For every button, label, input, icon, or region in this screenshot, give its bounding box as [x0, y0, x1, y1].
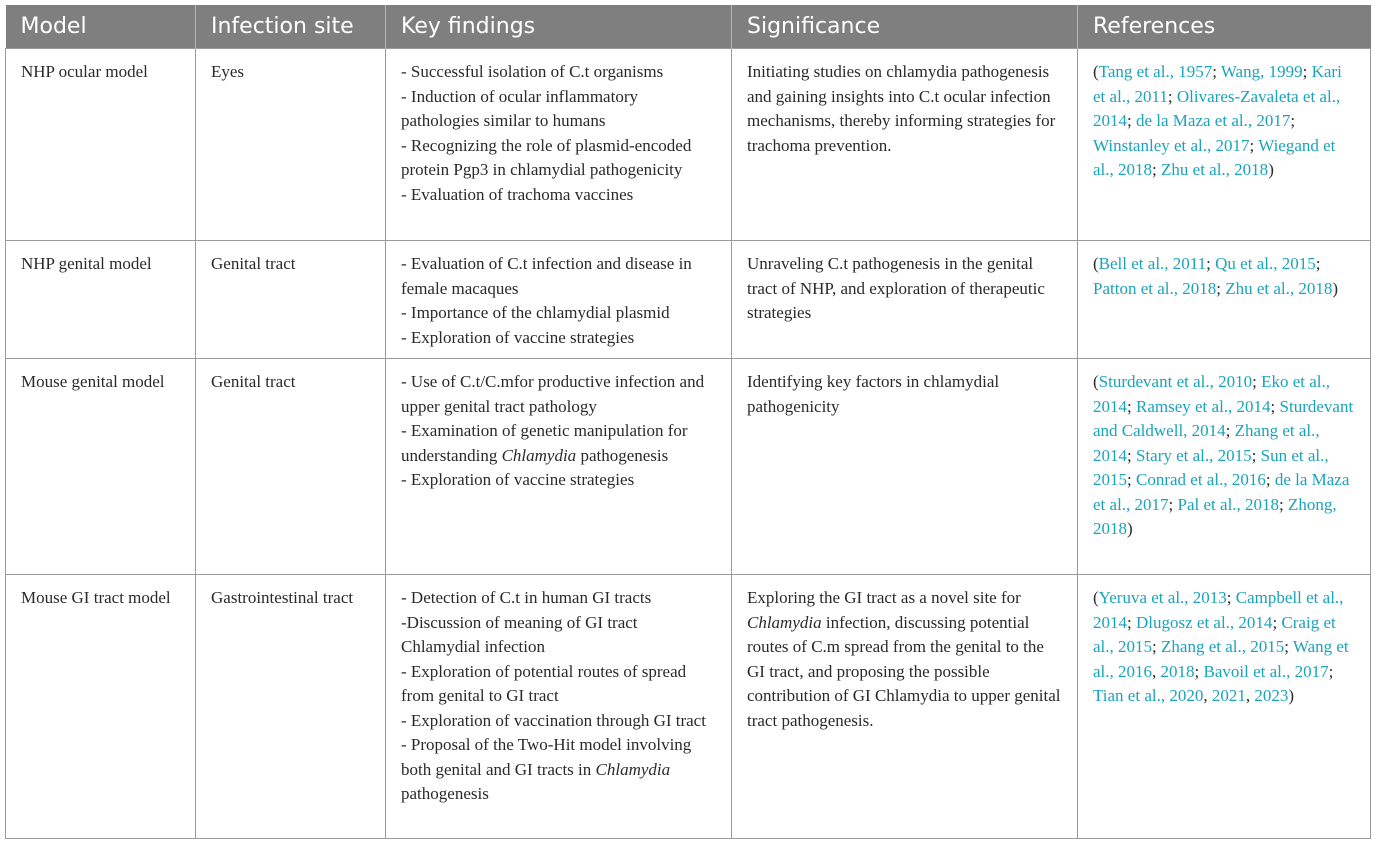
italic-genus: Chlamydia	[747, 612, 822, 632]
paren-open: (	[1093, 372, 1099, 391]
header-references: References	[1078, 5, 1371, 49]
reference-link[interactable]: 2023	[1254, 686, 1289, 705]
cell-key-findings: - Evaluation of C.t infection and disease in female macaques - Importance of the chlamydial plasmid - Exploration of vaccine strategies	[386, 241, 732, 359]
table-row	[6, 575, 1371, 839]
cell-key-findings	[386, 575, 732, 839]
separator: ;	[1279, 494, 1289, 514]
separator: ;	[1315, 254, 1321, 273]
findings-text: pathogenesis	[401, 784, 489, 803]
models-table	[5, 5, 1371, 839]
reference-link[interactable]: Bavoil et al., 2017	[1203, 661, 1329, 681]
paren-close: )	[1332, 278, 1339, 298]
separator: ,	[1245, 686, 1255, 705]
significance-text: Exploring the GI tract as a novel site for	[747, 588, 1021, 607]
cell-references	[1078, 359, 1371, 575]
cell-significance	[732, 575, 1078, 839]
reference-link[interactable]: Zhang et al., 2014	[1093, 421, 1320, 465]
reference-link[interactable]: Tian et al., 2020	[1093, 686, 1204, 705]
cell-model: Mouse genital model	[6, 359, 196, 575]
reference-link[interactable]: Dlugosz et al., 2014	[1135, 612, 1273, 632]
findings-text: - Detection of C.t in human GI tracts -Discussion of meaning of GI tract Chlamydial infection - Exploration of potential routes of spread from genital to GI tract - Exploration of vaccination through GI tract - Proposal of the Two-Hit model involving both genital and GI tracts in	[401, 588, 706, 779]
reference-link[interactable]: Kari et al., 2011	[1093, 62, 1342, 106]
separator: ;	[1212, 62, 1221, 81]
separator: ;	[1127, 111, 1136, 130]
italic-genus: Chlamydia	[501, 445, 577, 465]
paren-open: (	[1093, 254, 1099, 273]
findings-text: - Use of C.t/C.mfor productive infection and upper genital tract pathology - Examination of genetic manipulation for understanding	[401, 372, 705, 465]
separator: ;	[1167, 86, 1177, 106]
cell-significance: Unraveling C.t pathogenesis in the genital tract of NHP, and exploration of therapeutic strategies	[732, 241, 1078, 359]
reference-link[interactable]: 2018	[1160, 661, 1195, 681]
header-row	[6, 5, 1371, 49]
reference-link[interactable]: Bell et al., 2011	[1098, 254, 1207, 273]
separator: ,	[1152, 661, 1161, 681]
reference-link[interactable]: Zhong, 2018	[1093, 494, 1337, 538]
separator: ;	[1127, 470, 1136, 489]
findings-text: pathogenesis - Exploration of vaccine strategies	[401, 445, 669, 489]
reference-link[interactable]: Zhu et al., 2018	[1161, 160, 1269, 179]
reference-link[interactable]: Sturdevant and Caldwell, 2014	[1093, 396, 1354, 440]
reference-link[interactable]: Wang et al., 2016	[1093, 637, 1349, 681]
separator: ;	[1152, 637, 1162, 656]
paren-close: )	[1288, 686, 1295, 705]
paren-open: (	[1093, 588, 1099, 607]
reference-link[interactable]: Craig et al., 2015	[1093, 612, 1336, 656]
cell-infection-site: Eyes	[196, 49, 386, 241]
separator: ;	[1216, 278, 1226, 298]
reference-link[interactable]: Wiegand et al., 2018	[1093, 135, 1336, 179]
separator: ;	[1284, 637, 1293, 656]
separator: ,	[1203, 686, 1212, 705]
reference-link[interactable]: Eko et al., 2014	[1093, 372, 1331, 416]
header-key-findings: Key findings	[386, 5, 732, 49]
separator: ;	[1328, 661, 1334, 681]
cell-infection-site: Genital tract	[196, 241, 386, 359]
reference-link[interactable]: Winstanley et al., 2017	[1093, 135, 1250, 155]
cell-references	[1078, 575, 1371, 839]
separator: ;	[1252, 372, 1262, 391]
cell-infection-site: Genital tract	[196, 359, 386, 575]
reference-link[interactable]: Qu et al., 2015	[1215, 254, 1316, 273]
reference-link[interactable]: Pal et al., 2018	[1177, 494, 1280, 514]
paren-close: )	[1268, 160, 1274, 179]
separator: ;	[1251, 445, 1261, 465]
table-row	[6, 241, 1371, 359]
separator: ;	[1226, 588, 1236, 607]
separator: ;	[1127, 445, 1136, 465]
separator: ;	[1127, 396, 1136, 416]
cell-references	[1078, 49, 1371, 241]
header-significance: Significance	[732, 5, 1078, 49]
cell-infection-site: Gastrointestinal tract	[196, 575, 386, 839]
separator: ;	[1168, 494, 1178, 514]
italic-genus: Chlamydia	[595, 759, 671, 779]
paren-close: )	[1127, 519, 1133, 538]
table-row	[6, 49, 1371, 241]
reference-link[interactable]: de la Maza et al., 2017	[1093, 470, 1350, 514]
reference-link[interactable]: Conrad et al., 2016	[1135, 470, 1266, 489]
cell-model: NHP ocular model	[6, 49, 196, 241]
cell-model: Mouse GI tract model	[6, 575, 196, 839]
significance-text: infection, discussing potential routes of C.m spread from the genital to the GI tract, and proposing the possible contribution of GI Chlamydia to upper genital tract pathogenesis.	[747, 612, 1061, 730]
cell-significance: Identifying key factors in chlamydial pathogenicity	[732, 359, 1078, 575]
reference-link[interactable]: Sun et al., 2015	[1093, 445, 1329, 489]
reference-link[interactable]: Ramsey et al., 2014	[1135, 396, 1271, 416]
cell-key-findings: - Successful isolation of C.t organisms - Induction of ocular inflammatory pathologies similar to humans - Recognizing the role of plasmid-encoded protein Pgp3 in chlamydial pathogenicity - Evaluation of trachoma vaccines	[386, 49, 732, 241]
separator: ;	[1249, 135, 1259, 155]
separator: ;	[1302, 62, 1312, 81]
cell-model: NHP genital model	[6, 241, 196, 359]
reference-link[interactable]: Stary et al., 2015	[1135, 445, 1252, 465]
table-row	[6, 359, 1371, 575]
reference-link[interactable]: Zhu et al., 2018	[1225, 278, 1333, 298]
separator: ;	[1152, 160, 1162, 179]
cell-references	[1078, 241, 1371, 359]
cell-significance: Initiating studies on chlamydia pathogenesis and gaining insights into C.t ocular infection mechanisms, thereby informing strategies for trachoma prevention.	[732, 49, 1078, 241]
reference-link[interactable]: Yeruva et al., 2013	[1098, 588, 1227, 607]
separator: ;	[1290, 111, 1296, 130]
separator: ;	[1265, 470, 1275, 489]
separator: ;	[1225, 421, 1235, 440]
separator: ;	[1194, 661, 1204, 681]
separator: ;	[1270, 396, 1280, 416]
reference-link[interactable]: Zhang et al., 2015	[1161, 637, 1285, 656]
separator: ;	[1272, 612, 1282, 632]
reference-link[interactable]: Campbell et al., 2014	[1093, 588, 1344, 632]
reference-link[interactable]: Olivares-Zavaleta et al., 2014	[1093, 86, 1341, 130]
reference-link[interactable]: Patton et al., 2018	[1093, 278, 1217, 298]
header-infection-site: Infection site	[196, 5, 386, 49]
reference-link[interactable]: Sturdevant et al., 2010	[1098, 372, 1253, 391]
cell-key-findings	[386, 359, 732, 575]
reference-link[interactable]: Wang, 1999	[1220, 62, 1303, 81]
separator: ;	[1206, 254, 1216, 273]
header-model: Model	[6, 5, 196, 49]
reference-link[interactable]: de la Maza et al., 2017	[1135, 111, 1291, 130]
separator: ;	[1127, 612, 1136, 632]
reference-link[interactable]: 2021	[1211, 686, 1246, 705]
paren-open: (	[1093, 62, 1099, 81]
reference-link[interactable]: Tang et al., 1957	[1098, 62, 1213, 81]
